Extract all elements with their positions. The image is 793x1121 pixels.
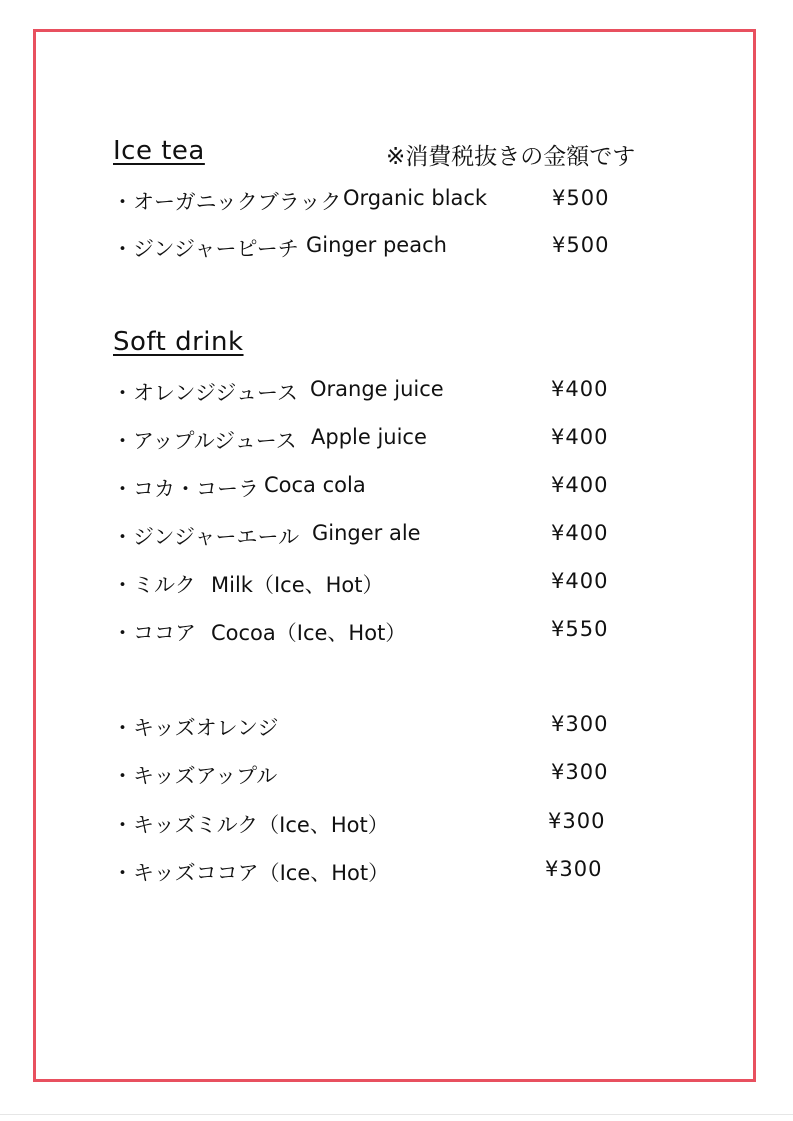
menu-item-orange-juice: [112, 377, 632, 409]
item-name-jp: ・キッズミルク（Ice、Hot）: [112, 813, 389, 837]
item-price: ¥400: [551, 569, 609, 593]
item-name-en: Apple juice: [311, 425, 427, 449]
item-name-jp: ・キッズオレンジ: [112, 716, 279, 740]
menu-item-cocoa: [112, 617, 632, 649]
item-price: ¥500: [552, 233, 610, 257]
item-name-en: Coca cola: [264, 473, 366, 497]
scan-edge-divider: [0, 1114, 793, 1115]
item-name-jp: ・オレンジジュース: [112, 381, 298, 405]
item-price: ¥400: [551, 425, 609, 449]
item-name-en: Ginger peach: [306, 233, 447, 257]
item-name-en: Milk（Ice、Hot）: [211, 573, 384, 597]
item-name-jp: ・ミルク: [112, 573, 196, 597]
menu-item-kids-cocoa: [112, 857, 632, 889]
item-price: ¥300: [551, 712, 609, 736]
item-price: ¥400: [551, 473, 609, 497]
item-price: ¥300: [548, 809, 606, 833]
item-name-jp: ・コカ・コーラ: [112, 477, 259, 501]
item-name-en: Cocoa（Ice、Hot）: [211, 621, 407, 645]
item-price: ¥400: [551, 521, 609, 545]
item-price: ¥400: [551, 377, 609, 401]
tax-note: ※消費税抜きの金額です: [386, 144, 636, 170]
item-price: ¥550: [551, 617, 609, 641]
menu-item-milk: [112, 569, 632, 601]
menu-item-kids-orange: [112, 712, 632, 744]
menu-item-apple-juice: [112, 425, 632, 457]
menu-item-kids-milk: [112, 809, 632, 841]
item-price: ¥300: [545, 857, 603, 881]
item-name-en: Orange juice: [310, 377, 444, 401]
item-name-jp: ・キッズココア（Ice、Hot）: [112, 861, 390, 885]
menu-item-ginger-peach: [112, 233, 632, 265]
item-name-en: Organic black: [343, 186, 488, 210]
item-price: ¥300: [551, 760, 609, 784]
section-heading-soft-drink: Soft drink: [113, 327, 244, 357]
item-name-jp: ・ジンジャーピーチ: [112, 237, 299, 261]
menu-item-ginger-ale: [112, 521, 632, 553]
item-name-jp: ・アップルジュース: [112, 429, 297, 453]
item-name-jp: ・オーガニックブラック: [112, 190, 342, 214]
item-name-jp: ・ジンジャーエール: [112, 525, 300, 549]
menu-item-kids-apple: [112, 760, 632, 792]
item-name-jp: ・ココア: [112, 621, 196, 645]
menu-item-organic-black: [112, 186, 632, 218]
item-price: ¥500: [552, 186, 610, 210]
item-name-jp: ・キッズアップル: [112, 764, 278, 788]
item-name-en: Ginger ale: [312, 521, 421, 545]
menu-item-coca-cola: [112, 473, 632, 505]
section-heading-ice-tea: Ice tea: [113, 136, 205, 166]
